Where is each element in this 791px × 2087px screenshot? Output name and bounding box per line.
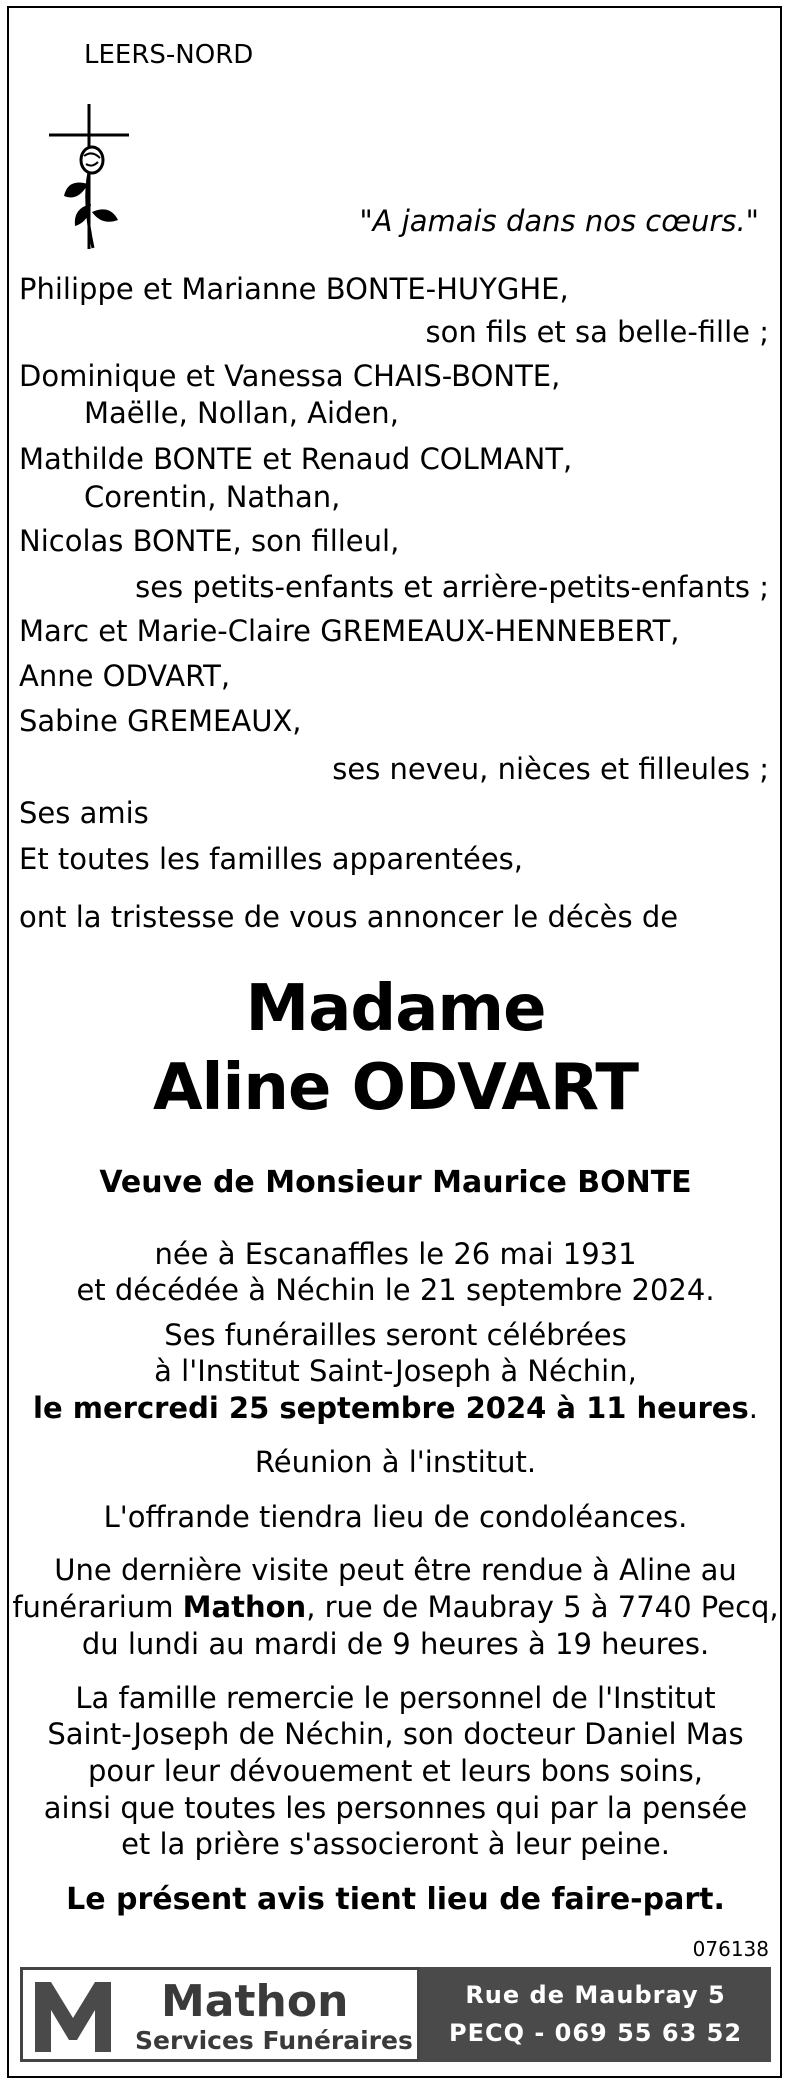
family-line-7: Nicolas BONTE, son filleul,: [19, 524, 400, 558]
funeral-home-banner: [20, 1967, 771, 2062]
visit-line-1: Une dernière visite peut être rendue à Aline au: [54, 1553, 737, 1587]
funeral-date: le mercredi 25 septembre 2024 à 11 heures: [33, 1391, 749, 1425]
family-line-12: ses neveu, nièces et filleules ;: [332, 752, 769, 786]
family-line-11: Sabine GREMEAUX,: [19, 704, 302, 738]
birth-line: née à Escanaffles le 26 mai 1931: [154, 1237, 637, 1271]
family-line-15: ont la tristesse de vous annoncer le décès de: [19, 900, 679, 934]
family-line-10: Anne ODVART,: [19, 659, 231, 693]
widow-line: Veuve de Monsieur Maurice BONTE: [99, 1165, 692, 1200]
funeral-line-2: à l'Institut Saint-Joseph à Néchin,: [154, 1354, 637, 1388]
visit-line-2-company: Mathon: [182, 1590, 307, 1624]
thanks-line-3: pour leur dévouement et leurs bons soins,: [88, 1754, 703, 1788]
family-line-13: Ses amis: [19, 796, 149, 830]
city-heading: LEERS-NORD: [84, 40, 254, 70]
visit-line-3: du lundi au mardi de 9 heures à 19 heures.: [81, 1627, 710, 1661]
cross-rose-icon: [44, 104, 134, 254]
family-line-4: Maëlle, Nollan, Aiden,: [84, 396, 399, 430]
company-contact-panel: [420, 1967, 771, 2062]
family-line-3: Dominique et Vanessa CHAIS-BONTE,: [19, 359, 561, 393]
family-line-9: Marc et Marie-Claire GREMEAUX-HENNEBERT,: [19, 614, 680, 648]
funeral-date-line: [0, 1391, 791, 1425]
family-line-14: Et toutes les familles apparentées,: [19, 842, 523, 876]
family-line-6: Corentin, Nathan,: [84, 480, 341, 514]
m-logo-icon: [31, 1978, 115, 2054]
visit-line-2-post: , rue de Maubray 5 à 7740 Pecq,: [306, 1590, 779, 1624]
company-logo-panel: [20, 1967, 420, 2062]
family-line-8: ses petits-enfants et arrière-petits-enfants ;: [135, 570, 769, 604]
deceased-name: Aline ODVART: [153, 1051, 638, 1125]
offering-line: L'offrande tiendra lieu de condoléances.: [103, 1500, 688, 1534]
funeral-line-1: Ses funérailles seront célébrées: [164, 1318, 627, 1352]
company-subtitle: Services Funéraires: [135, 2026, 413, 2055]
company-phone: PECQ - 069 55 63 52: [448, 2019, 743, 2047]
family-line-5: Mathilde BONTE et Renaud COLMANT,: [19, 442, 573, 476]
thanks-line-4: ainsi que toutes les personnes qui par la pensée: [43, 1791, 748, 1825]
funeral-date-period: .: [748, 1391, 758, 1425]
family-line-2: son fils et sa belle-fille ;: [425, 315, 769, 349]
death-line: et décédée à Néchin le 21 septembre 2024.: [76, 1273, 715, 1307]
closing-line: Le présent avis tient lieu de faire-part.: [66, 1882, 725, 1917]
visit-line-2: [0, 1590, 791, 1624]
family-line-1: Philippe et Marianne BONTE-HUYGHE,: [19, 272, 569, 306]
meeting-line: Réunion à l'institut.: [254, 1445, 537, 1479]
visit-line-2-pre: funérarium: [12, 1590, 183, 1624]
deceased-title: Madame: [245, 972, 546, 1046]
quote-text: "A jamais dans nos cœurs.": [359, 204, 759, 238]
company-address: Rue de Maubray 5: [465, 1981, 726, 2009]
thanks-line-2: Saint-Joseph de Néchin, son docteur Daniel Mas: [47, 1717, 744, 1751]
thanks-line-1: La famille remercie le personnel de l'Institut: [75, 1681, 716, 1715]
company-name: Mathon: [161, 1976, 349, 2027]
thanks-line-5: et la prière s'associeront à leur peine.: [121, 1827, 670, 1861]
reference-number: 076138: [692, 1937, 769, 1961]
